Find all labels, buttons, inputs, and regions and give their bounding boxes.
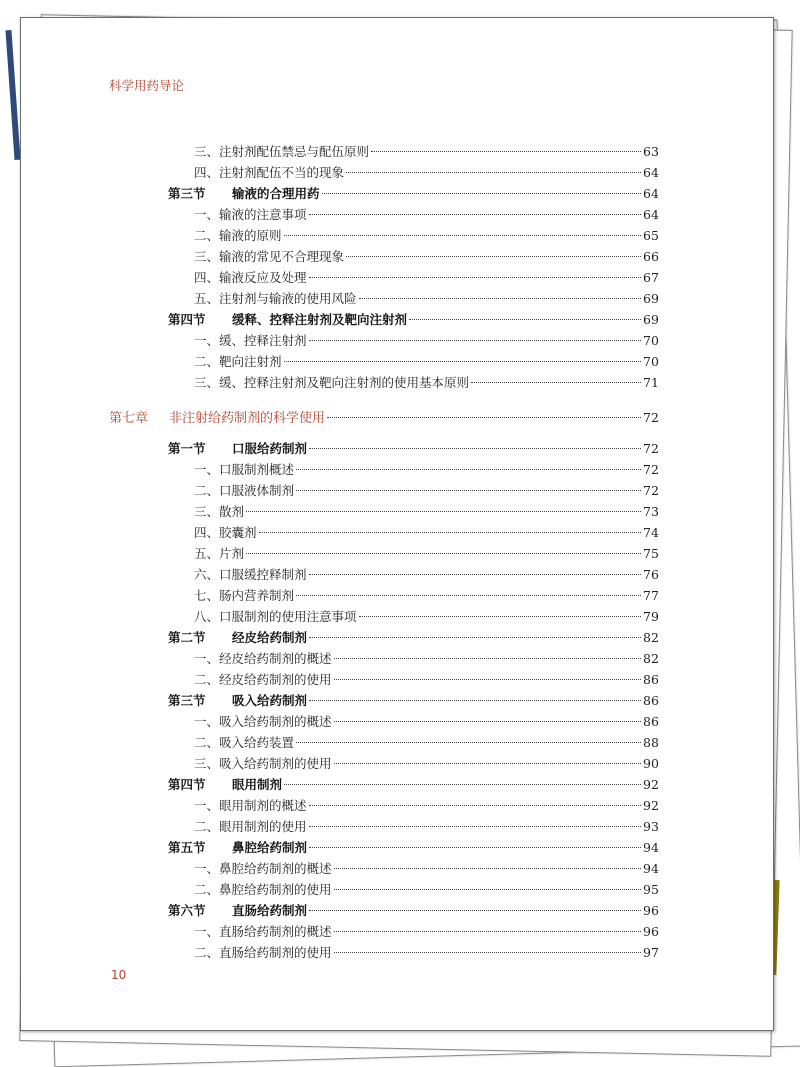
dot-leader: [309, 340, 641, 341]
toc-entry-title: [168, 691, 307, 709]
toc-entry-title: [194, 205, 307, 223]
toc-entry-text: 眼用制剂: [232, 777, 283, 792]
toc-page-number: 72: [643, 462, 659, 477]
toc-item-entry[interactable]: [194, 352, 671, 372]
toc-page-number: 74: [643, 525, 659, 540]
dot-leader: [334, 679, 641, 680]
dot-leader: [309, 448, 641, 449]
dot-leader: [296, 742, 641, 743]
toc-entry-title: [194, 268, 307, 286]
toc-entry-label: 第二节: [168, 630, 206, 645]
dot-leader: [371, 151, 641, 152]
toc-chapter-entry[interactable]: [109, 407, 671, 427]
toc-entry-title: [194, 544, 244, 562]
toc-entry-title: [194, 649, 332, 667]
toc-entry-text: 直肠给药制剂: [232, 903, 308, 918]
toc-section-entry[interactable]: [168, 439, 671, 459]
toc-entry-text: 鼻腔给药制剂: [232, 840, 308, 855]
toc-entry-text: 吸入给药制剂: [232, 693, 308, 708]
toc-item-entry[interactable]: [194, 331, 671, 351]
toc-entry-text: 三、吸入给药制剂的使用: [194, 756, 332, 771]
toc-entry-text: 三、散剂: [194, 504, 245, 519]
toc-page-number: 76: [643, 567, 659, 582]
toc-item-entry[interactable]: [194, 523, 671, 543]
toc-page-number: 73: [643, 504, 659, 519]
dot-leader: [309, 700, 641, 701]
toc-entry-text: 一、直肠给药制剂的概述: [194, 924, 332, 939]
dot-leader: [334, 931, 641, 932]
toc-entry-text: 一、输液的注意事项: [194, 207, 307, 222]
toc-entry-text: 一、缓、控释注射剂: [194, 333, 307, 348]
toc-page-number: 64: [643, 207, 659, 222]
toc-entry-text: 四、注射剂配伍不当的现象: [194, 165, 345, 180]
toc-entry-title: [194, 289, 357, 307]
toc-item-entry[interactable]: [194, 712, 671, 732]
table-of-contents: [21, 18, 773, 1030]
toc-entry-title: [168, 628, 307, 646]
toc-page-number: 92: [643, 777, 659, 792]
toc-page-number: 72: [643, 483, 659, 498]
dot-leader: [259, 532, 641, 533]
toc-page-number: 86: [643, 672, 659, 687]
toc-entry-label: 第六节: [168, 903, 206, 918]
toc-page-number: 86: [643, 693, 659, 708]
toc-page-number: 82: [643, 651, 659, 666]
toc-item-entry[interactable]: [194, 943, 671, 963]
toc-item-entry[interactable]: [194, 922, 671, 942]
toc-item-entry[interactable]: [194, 205, 671, 225]
toc-item-entry[interactable]: [194, 142, 671, 162]
toc-entry-text: 四、胶囊剂: [194, 525, 257, 540]
dot-leader: [296, 469, 641, 470]
dot-leader: [284, 784, 641, 785]
toc-entry-title: [194, 460, 294, 478]
toc-page-number: 63: [643, 144, 659, 159]
toc-entry-text: 二、靶向注射剂: [194, 354, 282, 369]
dot-leader: [334, 868, 641, 869]
toc-entry-label: 第三节: [168, 186, 206, 201]
toc-entry-title: [168, 775, 282, 793]
toc-page-number: 64: [643, 186, 659, 201]
toc-page-number: 77: [643, 588, 659, 603]
toc-entry-title: [168, 310, 407, 328]
dot-leader: [322, 193, 641, 194]
toc-entry-title: [194, 922, 332, 940]
toc-page-number: 97: [643, 945, 659, 960]
dot-leader: [309, 847, 641, 848]
toc-page-number: 94: [643, 840, 659, 855]
toc-entry-title: [194, 565, 307, 583]
dot-leader: [346, 172, 641, 173]
toc-entry-text: 非注射给药制剂的科学使用: [169, 411, 326, 426]
toc-entry-title: [194, 733, 294, 751]
toc-entry-title: [194, 163, 344, 181]
toc-entry-title: [194, 373, 469, 391]
toc-page-number: 88: [643, 735, 659, 750]
toc-entry-text: 缓释、控释注射剂及靶向注射剂: [232, 312, 408, 327]
toc-entry-text: 二、直肠给药制剂的使用: [194, 945, 332, 960]
toc-entry-title: [194, 481, 294, 499]
toc-page-number: 92: [643, 798, 659, 813]
toc-entry-title: [168, 439, 307, 457]
dot-leader: [309, 214, 641, 215]
toc-entry-text: 四、输液反应及处理: [194, 270, 307, 285]
toc-page-number: 72: [643, 410, 659, 425]
toc-entry-title: [194, 859, 332, 877]
toc-entry-label: 第四节: [168, 312, 206, 327]
toc-entry-text: 一、吸入给药制剂的概述: [194, 714, 332, 729]
toc-entry-title: [194, 880, 332, 898]
toc-entry-text: 一、眼用制剂的概述: [194, 798, 307, 813]
toc-section-entry[interactable]: [168, 901, 671, 921]
toc-entry-label: 第四节: [168, 777, 206, 792]
book-edge-navy: [5, 30, 20, 160]
toc-page-number: 70: [643, 333, 659, 348]
toc-entry-text: 口服给药制剂: [232, 441, 308, 456]
toc-item-entry[interactable]: [194, 880, 671, 900]
toc-page-number: 75: [643, 546, 659, 561]
toc-item-entry[interactable]: [194, 754, 671, 774]
toc-item-entry[interactable]: [194, 268, 671, 288]
toc-page-number: 95: [643, 882, 659, 897]
toc-entry-text: 六、口服缓控释制剂: [194, 567, 307, 582]
toc-section-entry[interactable]: [168, 310, 671, 330]
toc-entry-text: 五、片剂: [194, 546, 245, 561]
dot-leader: [359, 298, 641, 299]
toc-item-entry[interactable]: [194, 373, 671, 393]
toc-item-entry[interactable]: [194, 481, 671, 501]
dot-leader: [309, 805, 641, 806]
toc-page-number: 93: [643, 819, 659, 834]
toc-page-number: 94: [643, 861, 659, 876]
toc-page-number: 72: [643, 441, 659, 456]
toc-entry-text: 三、输液的常见不合理现象: [194, 249, 345, 264]
toc-page-number: 69: [643, 291, 659, 306]
toc-entry-text: 八、口服制剂的使用注意事项: [194, 609, 357, 624]
toc-entry-title: [194, 796, 307, 814]
dot-leader: [334, 721, 641, 722]
toc-entry-title: [194, 523, 257, 541]
toc-page-number: 79: [643, 609, 659, 624]
toc-entry-text: 经皮给药制剂: [232, 630, 308, 645]
toc-entry-text: 五、注射剂与输液的使用风险: [194, 291, 357, 306]
toc-entry-text: 二、吸入给药装置: [194, 735, 295, 750]
dot-leader: [246, 511, 641, 512]
toc-page-number: 65: [643, 228, 659, 243]
toc-entry-title: [194, 142, 369, 160]
toc-entry-label: 第三节: [168, 693, 206, 708]
toc-item-entry[interactable]: [194, 247, 671, 267]
toc-section-entry[interactable]: [168, 838, 671, 858]
dot-leader: [296, 490, 641, 491]
toc-page-number: 96: [643, 924, 659, 939]
toc-page-number: 90: [643, 756, 659, 771]
toc-section-entry[interactable]: [168, 628, 671, 648]
dot-leader: [246, 553, 641, 554]
toc-entry-text: 三、注射剂配伍禁忌与配伍原则: [194, 144, 370, 159]
toc-entry-label: 第七章: [109, 411, 149, 426]
toc-item-entry[interactable]: [194, 817, 671, 837]
dot-leader: [471, 382, 641, 383]
dot-leader: [309, 637, 641, 638]
toc-item-entry[interactable]: [194, 733, 671, 753]
toc-page-number: 82: [643, 630, 659, 645]
toc-item-entry[interactable]: [194, 586, 671, 606]
toc-entry-title: [194, 331, 307, 349]
toc-item-entry[interactable]: [194, 796, 671, 816]
dot-leader: [309, 910, 641, 911]
toc-item-entry[interactable]: [194, 226, 671, 246]
toc-entry-title: [194, 502, 244, 520]
toc-entry-label: 第五节: [168, 840, 206, 855]
dot-leader: [296, 595, 641, 596]
toc-entry-title: [168, 901, 307, 919]
toc-item-entry[interactable]: [194, 502, 671, 522]
toc-entry-title: [194, 817, 307, 835]
toc-entry-title: [194, 586, 294, 604]
dot-leader: [334, 952, 641, 953]
toc-item-entry[interactable]: [194, 565, 671, 585]
toc-entry-text: 二、输液的原则: [194, 228, 282, 243]
toc-entry-text: 一、经皮给药制剂的概述: [194, 651, 332, 666]
toc-entry-text: 二、眼用制剂的使用: [194, 819, 307, 834]
toc-entry-title: [194, 607, 357, 625]
toc-page-number: 86: [643, 714, 659, 729]
toc-page-number: 71: [643, 375, 659, 390]
toc-item-entry[interactable]: [194, 859, 671, 879]
dot-leader: [346, 256, 641, 257]
toc-entry-title: [194, 247, 344, 265]
dot-leader: [284, 361, 641, 362]
toc-section-entry[interactable]: [168, 691, 671, 711]
toc-entry-title: [109, 407, 325, 426]
toc-entry-text: 二、鼻腔给药制剂的使用: [194, 882, 332, 897]
toc-entry-title: [194, 670, 332, 688]
toc-entry-title: [194, 352, 282, 370]
toc-item-entry[interactable]: [194, 670, 671, 690]
toc-entry-label: 第一节: [168, 441, 206, 456]
toc-item-entry[interactable]: [194, 544, 671, 564]
toc-item-entry[interactable]: [194, 163, 671, 183]
toc-page-number: 64: [643, 165, 659, 180]
toc-item-entry[interactable]: [194, 289, 671, 309]
toc-section-entry[interactable]: [168, 775, 671, 795]
toc-page-number: 66: [643, 249, 659, 264]
toc-page-number: 69: [643, 312, 659, 327]
toc-section-entry[interactable]: [168, 184, 671, 204]
dot-leader: [334, 763, 641, 764]
toc-entry-text: 二、经皮给药制剂的使用: [194, 672, 332, 687]
dot-leader: [359, 616, 641, 617]
toc-entry-text: 输液的合理用药: [232, 186, 320, 201]
toc-entry-text: 二、口服液体制剂: [194, 483, 295, 498]
toc-page-number: 67: [643, 270, 659, 285]
toc-entry-title: [194, 754, 332, 772]
toc-entry-title: [194, 712, 332, 730]
toc-entry-title: [168, 184, 320, 202]
toc-page-number: 70: [643, 354, 659, 369]
toc-entry-text: 一、鼻腔给药制剂的概述: [194, 861, 332, 876]
toc-page: [20, 17, 774, 1031]
dot-leader: [309, 277, 641, 278]
toc-entry-text: 三、缓、控释注射剂及靶向注射剂的使用基本原则: [194, 375, 470, 390]
dot-leader: [309, 574, 641, 575]
toc-entry-title: [194, 226, 282, 244]
dot-leader: [309, 826, 641, 827]
toc-entry-text: 七、肠内营养制剂: [194, 588, 295, 603]
toc-entry-text: 一、口服制剂概述: [194, 462, 295, 477]
dot-leader: [334, 658, 641, 659]
dot-leader: [284, 235, 641, 236]
dot-leader: [334, 889, 641, 890]
toc-item-entry[interactable]: [194, 460, 671, 480]
running-head: 科学用药导论: [109, 78, 185, 93]
toc-page-number: 96: [643, 903, 659, 918]
dot-leader: [327, 417, 641, 418]
toc-item-entry[interactable]: [194, 649, 671, 669]
toc-item-entry[interactable]: [194, 607, 671, 627]
page-folio: 10: [111, 968, 127, 982]
toc-entry-title: [168, 838, 307, 856]
toc-entry-title: [194, 943, 332, 961]
dot-leader: [409, 319, 641, 320]
